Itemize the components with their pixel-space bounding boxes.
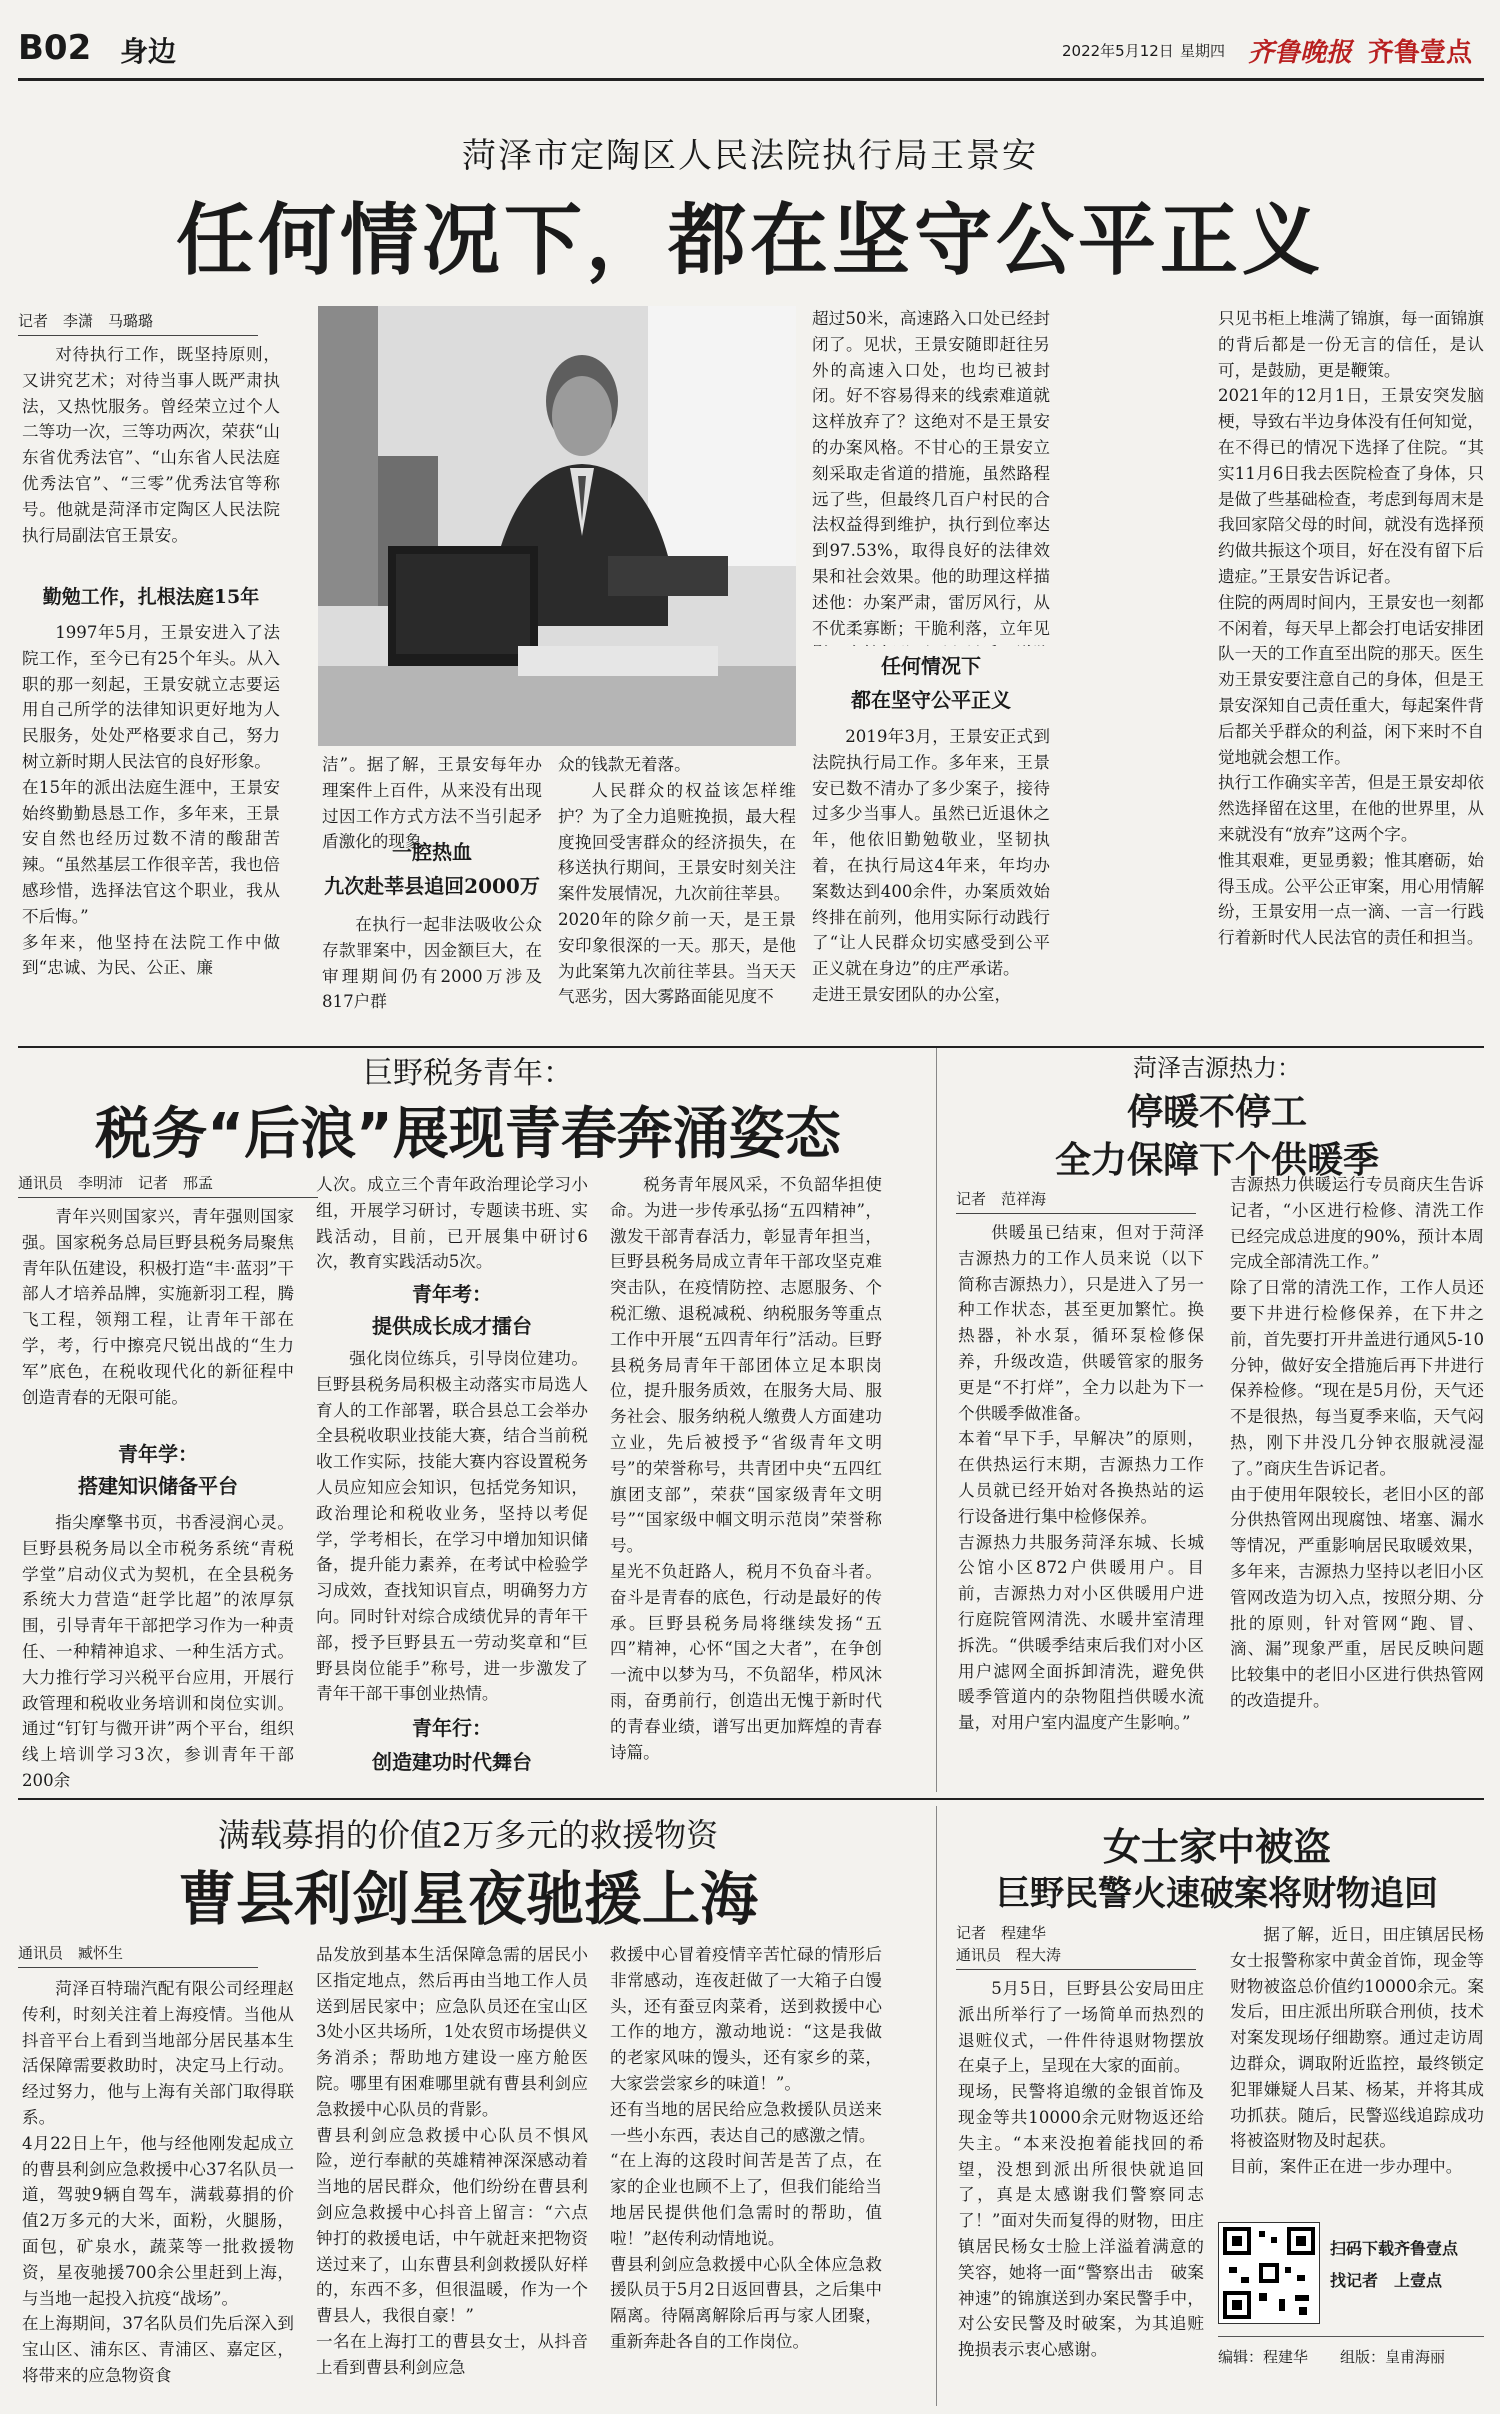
article1-col3-body: 人民群众的权益该怎样维护？为了全力追赃挽损，最大程度挽回受害群众的经济损失，在移送执行期间，王景安时刻关注案件发展情况，九次前往莘县。 2020年的除夕前一天，是王景安印象很深的一天。那天，是他为此案第九次前往莘县。当天天气恶劣，因大雾路面能见度不 [558, 781, 796, 1007]
footer-layout: 组版：皇甫海丽 [1340, 2348, 1446, 2366]
article5-byline1: 记者 程建华 [956, 1924, 1047, 1942]
article1-subhead2a: 一腔热血 [392, 840, 472, 864]
article-divider-vertical [936, 1048, 937, 1792]
qr-code-icon[interactable] [1218, 2222, 1320, 2324]
article2-col2-top: 人次。成立三个青年政治理论学习小组，开展学习研讨，专题读书班、实践活动，目前，已开展集中研讨6次，教育实践活动5次。 [316, 1175, 588, 1272]
article2-subhead2b: 提供成长成才擂台 [372, 1314, 532, 1338]
article5-headline2: 巨野民警火速破案将财物追回 [996, 1874, 1438, 1914]
article1-col2-top: 洁”。据了解，王景安每年办理案件上百件，从来没有出现过因工作方式方法不当引起矛盾激化的现象。 [322, 755, 542, 852]
article1-subhead4a: 任何情况下 [881, 654, 981, 678]
article2-col1-body: 指尖摩擎书页，书香浸润心灵。巨野县税务局以全市税务系统“青税学堂”启动仪式为契机，在全县税务系统大力营造“赶学比超”的浓厚氛围，引导青年干部把学习作为一种责任、一种精神追求、一种生活方式。大力推行学习兴税平台应用，开展行政管理和税收业务培训和岗位实训。通过“钉钉与微开讲”两个平台，组织线上培训学习3次，参训青年干部200余 [22, 1513, 294, 1790]
section-name: 身边 [120, 35, 177, 68]
article3-kicker: 菏泽吉源热力： [1133, 1054, 1301, 1082]
article5-byline2: 通讯员 程大涛 [956, 1944, 1196, 1970]
article2-col2-body: 强化岗位练兵，引导岗位建功。巨野县税务局积极主动落实市局选人育人的工作部署，联合县总工会举办全县税收职业技能大赛，结合当前税收工作实际，技能大赛内容设置税务人员应知应会知识，包括党务知识，政治理论和税收业务，坚持以考促学，学考相长，在学习中增加知识储备，提升能力素养，在考试中检验学习成效，查找知识盲点，明确努力方向。同时针对综合成绩优异的青年干部，授予巨野县五一劳动奖章和“巨野县岗位能手”称号，进一步激发了青年干部干事创业热情。 [316, 1349, 588, 1704]
article5-headline1: 女士家中被盗 [1102, 1825, 1331, 1869]
article2-subhead2d: 创造建功时代舞台 [372, 1750, 532, 1774]
article2-subhead2a: 青年考： [412, 1282, 492, 1306]
article1-col5: 只见书柜上堆满了锦旗，每一面锦旗的背后都是一份无言的信任，是认可，是鼓励，更是鞭策。 2021年的12月1日，王景安突发脑梗，导致右半边身体没有任何知觉，在不得已的情况下选择了住院。“其实11月6日我去医院检查了身体，只是做了些基础检查，考虑到每周末是我回家陪父母的时间，就没有选择预约做共振这个项目，好在没有留下后遗症。”王景安告诉记者。 住院的两周时间内，王景安也一刻都不闲着，每天早上都会打电话安排团队一天的工作直至出院的那天。医生劝王景安要注意自己的身体，但是王景安深知自己责任重大，每起案件背后都关乎群众的利益，闲下来时不自觉地就会想工作。 执行工作确实辛苦，但是王景安却依然选择留在这里，在他的世界里，从来就没有“放弃”这两个字。 惟其艰难，更显勇毅；惟其磨砺，始得玉成。公平公正审案，用心用情解纷，王景安用一点一滴、一言一行践行着新时代人民法官的责任和担当。 [1218, 309, 1484, 948]
article3-col2: 吉源热力供暖运行专员商庆生告诉记者，“小区进行检修、清洗工作已经完成总进度的90%，预计本周完成全部清洗工作。” 除了日常的清洗工作，工作人员还要下井进行检修保养，在下井之前，首先要打开井盖进行通风5-10分钟，做好安全措施后再下井进行保养检修。“现在是5月份，天气还不是很热，每当夏季来临，天气闷热，刚下井没几分钟衣服就浸湿了。”商庆生告诉记者。 由于使用年限较长，老旧小区的部分供热管网出现腐蚀、堵塞、漏水等情况，严重影响居民取暖效果，多年来，吉源热力坚持以老旧小区管网改造为切入点，按照分期、分批的原则，针对管网“跑、冒、滴、漏”现象严重，居民反映问题比较集中的老旧小区进行供热管网的改造提升。 [1230, 1175, 1484, 1710]
article2-headline: 税务“后浪”展现青春奔涌姿态 [95, 1102, 841, 1167]
article-divider-vertical-2 [936, 1806, 937, 2406]
article2-subhead2c: 青年行： [412, 1716, 492, 1740]
article3-headline1: 停暖不停工 [1126, 1092, 1307, 1133]
article2-kicker: 巨野税务青年： [363, 1056, 573, 1091]
masthead-rule [18, 78, 1484, 81]
article1-col1-intro: 对待执行工作，既坚持原则，又讲究艺术；对待当事人既严肃执法，又热忱服务。曾经荣立过个人二等功一次，三等功两次，荣获“山东省优秀法官”、“山东省人民法庭优秀法官”、“三零”优秀法官等称号。他就是菏泽市定陶区人民法院执行局副法官王景安。 [22, 345, 280, 545]
article1-col3-top: 众的钱款无着落。 [558, 755, 691, 774]
article2-bottom-rule [18, 1798, 1484, 1800]
article5-col1: 5月5日，巨野县公安局田庄派出所举行了一场简单而热烈的退赃仪式，一件件待退财物摆放在桌子上，呈现在大家的面前。 现场，民警将追缴的金银首饰及现金等共10000余元财物返还给失主。“本来没抱着能找回的希望，没想到派出所很快就追回了，真是太感谢我们警察同志了！”面对失而复得的财物，田庄镇居民杨女士脸上洋溢着满意的笑容，她将一面“警察出击 破案神速”的锦旗送到办案民警手中，对公安民警及时破案，为其追赃挽损表示衷心感谢。 [958, 1979, 1204, 2360]
brand-logo: 齐鲁晚报 [1248, 38, 1353, 68]
issue-weekday: 星期四 [1180, 42, 1226, 60]
article3-headline2: 全力保障下个供暖季 [1054, 1140, 1379, 1181]
article1-col1-body: 1997年5月，王景安进入了法院工作，至今已有25个年头。从入职的那一刻起，王景安就立志要运用自己所学的法律知识更好地为人民服务，处处严格要求自己，努力树立新时期人民法官的良好形象。 在15年的派出法庭生涯中，王景安始终勤勤恳恳工作，多年来，王景安自然也经历过数不清的酸甜苦辣。“虽然基层工作很辛苦，我也倍感珍惜，选择法官这个职业，我从不后悔。” 多年来，他坚持在法院工作中做到“忠诚、为民、公正、廉 [22, 623, 280, 978]
footer-rule [1218, 2336, 1484, 2337]
article5-col2: 据了解，近日，田庄镇居民杨女士报警称家中黄金首饰，现金等财物被盗总价值约10000余元。案发后，田庄派出所联合刑侦，技术对案发现场仔细勘察。通过走访周边群众，调取附近监控，最终锁定犯罪嫌疑人吕某、杨某，并将其成功抓获。随后，民警巡线追踪成功将被盗财物及时起获。 目前，案件正在进一步办理中。 [1230, 1925, 1484, 2177]
article4-kicker: 满载募捐的价值2万多元的救援物资 [217, 1816, 719, 1854]
article2-col1-intro: 青年兴则国家兴，青年强则国家强。国家税务总局巨野县税务局聚焦青年队伍建设，积极打造“丰·蓝羽”干部人才培养品牌，实施新羽工程，腾飞工程，领翔工程，让青年干部在学，考，行中擦亮尺锐出战的“生力军”底色，在税收现代化的新征程中创造青春的无限可能。 [22, 1207, 294, 1407]
article1-subhead1: 勤勉工作，扎根法庭15年 [42, 586, 260, 608]
article1-kicker: 菏泽市定陶区人民法院执行局王景安 [462, 136, 1038, 176]
article1-subhead4b: 都在坚守公平正义 [851, 688, 1011, 712]
article1-col4-top: 超过50米，高速路入口处已经封闭了。见状，王景安随即赶往另外的高速入口处，也均已被封闭。好不容易得来的线索难道就这样放弃了？这绝对不是王景安的办案风格。不甘心的王景安立刻采取走省道的措施，虽然路程远了些，但最终几百户村民的合法权益得到维护，执行到位率达到97.53%，取得良好的法律效果和社会效果。他的助理这样描述他：办案严肃，雷厉风行，从不优柔寡断；干脆利落，立年见 [812, 309, 1050, 638]
article4-col1: 菏泽百特瑞汽配有限公司经理赵传利，时刻关注着上海疫情。当他从抖音平台上看到当地部分居民基本生活保障需要救助时，决定马上行动。经过努力，他与上海有关部门取得联系。 4月22日上午，他与经他刚发起成立的曹县利剑应急救援中心37名队员一道，驾驶9辆自驾车，满载募捐的价值2万多元的大米，面粉，火腿肠，面包，矿泉水，蔬菜等一批救援物资，星夜驰援700余公里赶到上海，与当地一起投入抗疫“战场”。 在上海期间，37名队员们先后深入到宝山区、浦东区、青浦区、嘉定区，将带来的应急物资食 [22, 1979, 294, 2385]
article1-col4-body: 2019年3月，王景安正式到法院执行局工作。多年来，王景安已数不清办了多少案子，接待过多少当事人。虽然已近退休之年，他依旧勤勉敬业，坚韧执着，在执行局这4年来，年均办案数达到400余件，办案质效始终排在前列，他用实际行动践行了“让人民群众切实感受到公平正义就在身边”的庄严承诺。 走进王景安团队的办公室， [812, 727, 1050, 1004]
article1-headline: 任何情况下，都在坚守公平正义 [175, 196, 1324, 286]
article4-byline: 通讯员 臧怀生 [18, 1942, 258, 1968]
article4-col2: 品发放到基本生活保障急需的居民小区指定地点，然后再由当地工作人员送到居民家中；应急队员还在宝山区3处小区共场所，1处农贸市场提供义务消杀；帮助地方建设一座方舱医院。哪里有困难哪里就有曹县利剑应急救援中心队员的背影。 曹县利剑应急救援中心队员不惧风险，逆行奉献的英雄精神深深感动着当地的居民群众，他们纷纷在曹县利剑应急救援中心抖音上留言：“六点钟打的救援电话，中午就赶来把物资送过来了，山东曹县利剑救援队好样的，东西不多，但很温暖，作为一个曹县人，我很自豪！” 一名在上海打工的曹县女士，从抖音上看到曹县利剑应急 [316, 1945, 588, 2377]
article3-col1: 供暖虽已结束，但对于菏泽吉源热力的工作人员来说（以下简称吉源热力），只是进入了另一种工作状态，甚至更加繁忙。换热器，补水泵，循环泵检修保养，升级改造，供暖管家的服务更是“不打烊”，全力以赴为下一个供暖季做准备。 本着“早下手，早解决”的原则，在供热运行末期，吉源热力工作人员就已经开始对各换热站的运行设备进行集中检修保养。 吉源热力共服务菏泽东城、长城公馆小区872户供暖用户。目前，吉源热力对小区供暖用户进行庭院管网清洗、水暖井室清理拆洗。“供暖季结束后我们对小区用户滤网全面拆卸清洗，避免供暖季管道内的杂物阻挡供暖水流量，对用户室内温度产生影响。” [958, 1223, 1204, 1733]
article1-subhead2b: 九次赴莘县追回2000万 [324, 874, 540, 898]
qr-caption-2: 找记者 上壹点 [1330, 2271, 1443, 2290]
article1-col2-body: 在执行一起非法吸收公众存款罪案中，因金额巨大，在审理期间仍有2000万涉及817户群 [322, 915, 542, 1012]
qr-caption-1: 扫码下载齐鲁壹点 [1330, 2239, 1459, 2258]
brand-logo-2: 齐鲁壹点 [1368, 38, 1473, 68]
judge-photo-illustration [318, 306, 796, 746]
article2-col3: 税务青年展风采，不负韶华担使命。为进一步传承弘扬“五四精神”，激发干部青春活力，彰显青年担当，巨野县税务局成立青年干部攻坚克难突击队，在疫情防控、志愿服务、个税汇缴、退税减税、纳税服务等重点工作中开展“五四青年行”活动。巨野县税务局青年干部团体立足本职岗位，提升服务质效，在服务大局、服务社会、服务纳税人缴费人方面建功立业，先后被授予“省级青年文明号”的荣誉称号，共青团中央“五四红旗团支部”，荣获“国家级青年文明号”“国家级中帼文明示范岗”荣誉称号。 星光不负赶路人，税月不负奋斗者。奋斗是青春的底色，行动是最好的传承。巨野县税务局将继续发扬“五四”精神，心怀“国之大者”，在争创一流中以梦为马，不负韶华，栉风沐雨，奋勇前行，创造出无愧于新时代的青春业绩，谱写出更加辉煌的青春诗篇。 [610, 1175, 882, 1762]
article4-col3: 救援中心冒着疫情辛苦忙碌的情形后非常感动，连夜赶做了一大箱子白馒头，还有蚕豆肉菜肴，送到救援中心工作的地方，激动地说：“这是我做的老家风味的馒头，还有家乡的菜，大家尝尝家乡的味道！”。 还有当地的居民给应急救援队员送来一些小东西，表达自己的感激之情。 “在上海的这段时间苦是苦了点，在家的企业也顾不上了，但我们能给当地居民提供他们急需时的帮助，值啦！”赵传利动情地说。 曹县利剑应急救援中心队全体应急救援队员于5月2日返回曹县，之后集中隔离。待隔离解除后再与家人团聚，重新奔赴各自的工作岗位。 [610, 1945, 882, 2351]
article2-subhead1a: 青年学： [118, 1442, 198, 1466]
article4-headline: 曹县利剑星夜驰援上海 [177, 1865, 758, 1933]
judge-photo [318, 306, 796, 746]
footer-editor: 编辑：程建华 [1218, 2348, 1309, 2366]
article2-subhead1b: 搭建知识储备平台 [78, 1474, 238, 1498]
article2-byline: 通讯员 李明沛 记者 邢孟 [18, 1172, 318, 1198]
article3-byline: 记者 范祥海 [956, 1188, 1196, 1214]
page-code: B02 [18, 28, 92, 68]
qr-code-pattern [1219, 2223, 1319, 2323]
issue-date: 2022年5月12日 [1062, 42, 1174, 60]
article1-byline: 记者 李潇 马璐璐 [18, 310, 258, 336]
